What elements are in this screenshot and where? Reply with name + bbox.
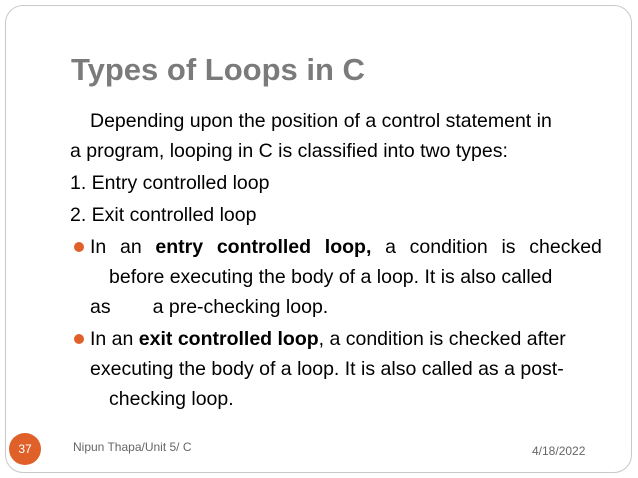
bullet-exit-controlled	[70, 324, 602, 414]
paragraph-line: Depending upon the position of a control statement in	[90, 110, 552, 132]
word: is	[501, 236, 516, 258]
list-item-exit: 2. Exit controlled loop	[70, 204, 257, 226]
slide-number-badge: 37	[9, 433, 41, 465]
word: an	[119, 236, 142, 258]
bullet-line	[90, 324, 602, 354]
bullet-line	[90, 292, 602, 322]
bullet-text: In an	[90, 328, 139, 350]
bold-word: controlled	[216, 236, 312, 258]
bullet-entry-controlled	[70, 232, 602, 322]
word: a	[385, 236, 396, 258]
bold-word: entry	[155, 236, 204, 258]
word: In	[90, 236, 107, 258]
bullet-icon	[74, 334, 84, 344]
word: condition	[409, 236, 488, 258]
bullet-line	[90, 232, 602, 262]
bullet-text: , a condition is checked after	[318, 328, 566, 350]
bullet-line: checking loop.	[109, 388, 234, 410]
bullet-line: executing the body of a loop. It is also called as a post-	[90, 358, 564, 380]
bold-word: loop,	[324, 236, 372, 258]
footer-date: 4/18/2022	[532, 444, 586, 458]
bullet-line: before executing the body of a loop. It is also called	[109, 266, 553, 288]
slide-title: Types of Loops in C	[71, 52, 365, 87]
word: as	[90, 296, 111, 318]
bullet-icon	[74, 242, 84, 252]
footer-author: Nipun Thapa/Unit 5/ C	[73, 440, 192, 454]
slide-body	[70, 106, 602, 414]
list-item-entry: 1. Entry controlled loop	[70, 172, 270, 194]
bullet-text: a pre-checking loop.	[152, 296, 329, 318]
word: checked	[529, 236, 602, 258]
bold-phrase: exit controlled loop	[138, 328, 319, 350]
paragraph-line: a program, looping in C is classified into two types:	[70, 140, 508, 162]
